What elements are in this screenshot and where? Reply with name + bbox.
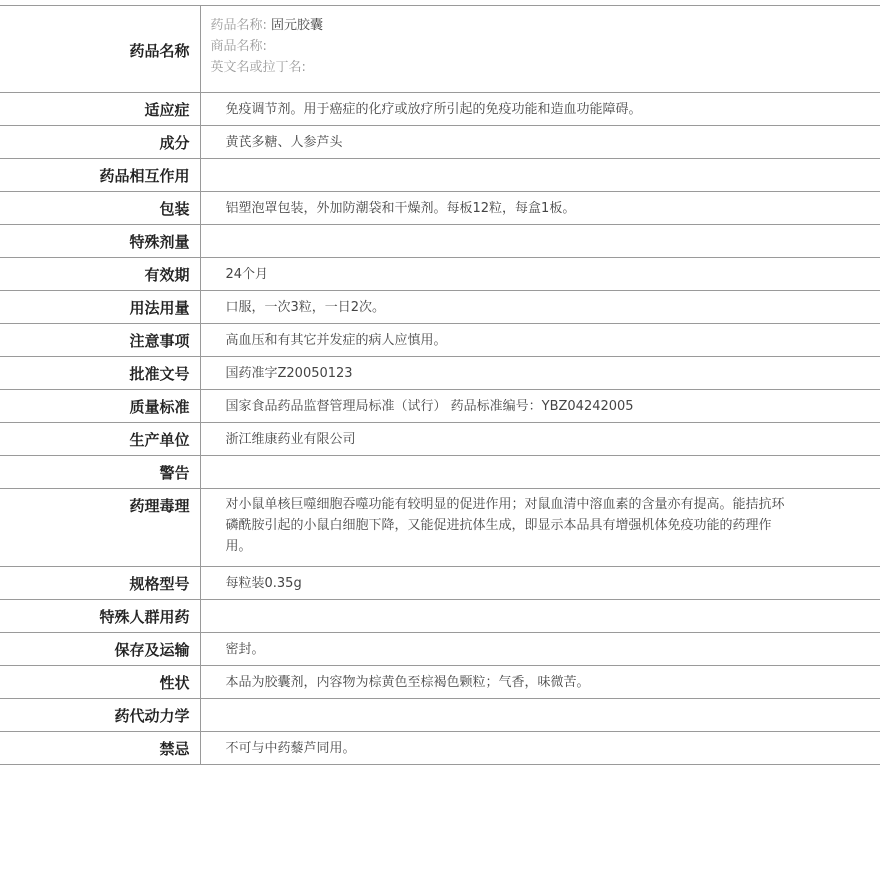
row-value: 密封。 [200,633,880,666]
row-warning [0,456,880,489]
row-approval-number [0,357,880,390]
row-value: 对小鼠单核巨噬细胞吞噬功能有较明显的促进作用；对鼠血清中溶血素的含量亦有提高。能拮抗环磷酰胺引起的小鼠白细胞下降，又能促进抗体生成，即显示本品具有增强机体免疫功能的药理作用。 [200,489,880,567]
row-value: 口服，一次3粒，一日2次。 [200,291,880,324]
row-pharmacokinetics [0,699,880,732]
row-quality-standard [0,390,880,423]
row-drug-name [0,6,880,93]
row-label: 规格型号 [0,567,200,600]
drug-spec-table [0,5,880,765]
row-label: 质量标准 [0,390,200,423]
row-value [200,600,880,633]
row-value: 不可与中药藜芦同用。 [200,732,880,765]
row-label: 包装 [0,192,200,225]
row-label: 药品名称 [0,6,200,93]
row-interactions [0,159,880,192]
row-packaging [0,192,880,225]
row-label: 保存及运输 [0,633,200,666]
english-name-key: 英文名或拉丁名: [210,60,306,75]
row-value: 国药准字Z20050123 [200,357,880,390]
row-label: 药品相互作用 [0,159,200,192]
row-value: 国家食品药品监督管理局标准（试行） 药品标准编号：YBZ04242005 [200,390,880,423]
row-special-dosage [0,225,880,258]
row-value: 高血压和有其它并发症的病人应慎用。 [200,324,880,357]
english-name-line [211,57,791,78]
row-label: 警告 [0,456,200,489]
row-value: 免疫调节剂。用于癌症的化疗或放疗所引起的免疫功能和造血功能障碍。 [200,93,880,126]
row-value: 24个月 [200,258,880,291]
row-value: 铝塑泡罩包装，外加防潮袋和干燥剂。每板12粒，每盒1板。 [200,192,880,225]
row-label: 特殊人群用药 [0,600,200,633]
row-specification [0,567,880,600]
row-manufacturer [0,423,880,456]
row-value: 每粒装0.35g [200,567,880,600]
generic-name-line [211,15,791,36]
row-label: 禁忌 [0,732,200,765]
row-value: 本品为胶囊剂，内容物为棕黄色至棕褐色颗粒；气香，味微苦。 [200,666,880,699]
row-label: 注意事项 [0,324,200,357]
row-value: 黄芪多糖、人参芦头 [200,126,880,159]
row-value [200,159,880,192]
row-label: 用法用量 [0,291,200,324]
row-label: 药理毒理 [0,489,200,567]
row-label: 成分 [0,126,200,159]
drug-name-cell [200,6,880,93]
row-dosage [0,291,880,324]
row-label: 药代动力学 [0,699,200,732]
generic-name-key: 药品名称: [210,18,267,33]
row-shelf-life [0,258,880,291]
row-value [200,456,880,489]
generic-name-value: 固元胶囊 [271,18,324,33]
row-label: 性状 [0,666,200,699]
row-label: 适应症 [0,93,200,126]
row-label: 特殊剂量 [0,225,200,258]
row-precautions [0,324,880,357]
row-label: 有效期 [0,258,200,291]
row-storage [0,633,880,666]
row-value [200,225,880,258]
row-description [0,666,880,699]
row-pharmacology [0,489,880,567]
row-contraindications [0,732,880,765]
row-value [200,699,880,732]
row-indications [0,93,880,126]
row-special-populations [0,600,880,633]
row-label: 批准文号 [0,357,200,390]
trade-name-key: 商品名称: [210,39,267,54]
row-value: 浙江维康药业有限公司 [200,423,880,456]
trade-name-line [211,36,791,57]
row-label: 生产单位 [0,423,200,456]
row-ingredients [0,126,880,159]
